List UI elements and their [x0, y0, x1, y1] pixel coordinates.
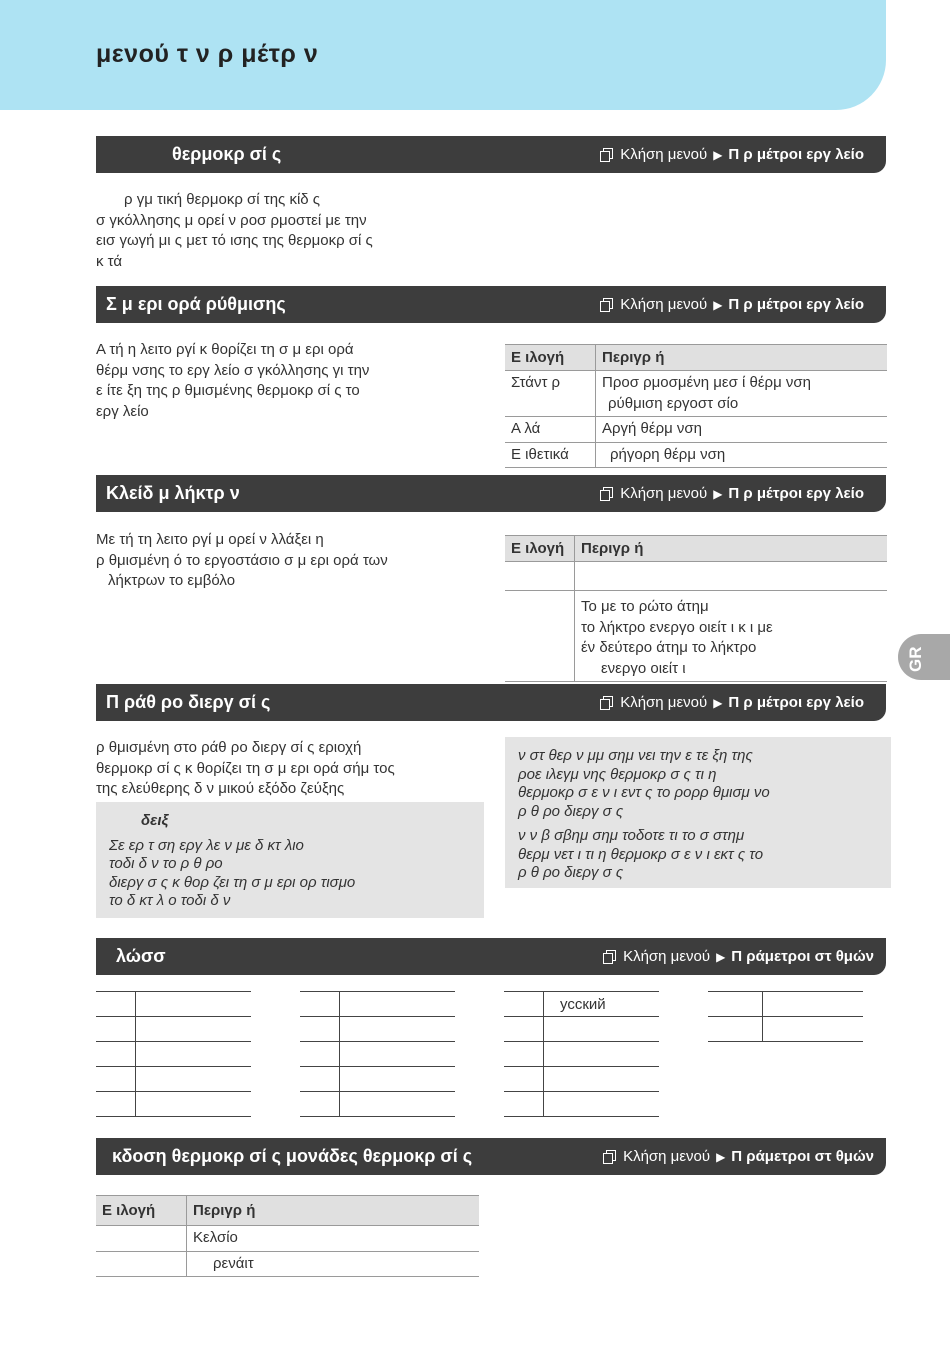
table-row — [505, 591, 887, 682]
table-row — [505, 562, 887, 591]
note-box — [96, 802, 484, 918]
menu-path — [600, 694, 864, 711]
text-line: θερμοκρ σ ε ν ι εντ ς το ρορρ θμισμ νο — [518, 784, 770, 801]
arrow-right-icon: ▶ — [716, 1149, 726, 1164]
text-line: σ γκόλλησης μ ορεί ν ροσ ρμοστεί με την — [96, 211, 367, 229]
list-item[interactable] — [300, 1067, 455, 1092]
temperature-description — [96, 190, 476, 272]
info-box — [505, 737, 891, 888]
table-cell-option: Ε ιθετικά — [505, 442, 596, 468]
arrow-right-icon: ▶ — [713, 486, 723, 501]
text-line: ρ θμισμένη ό το εργοστάσιο σ μ ερι ορά των — [96, 551, 388, 569]
table-header-row — [96, 1196, 479, 1226]
arrow-right-icon: ▶ — [713, 147, 723, 162]
text-line: κ τά — [96, 252, 123, 270]
table-cell-option — [505, 591, 575, 682]
menu-path — [603, 1148, 874, 1165]
text-line: θερμ νετ ι τι η θερμοκρ σ ε ν ι εκτ ς το — [518, 845, 764, 863]
menu-path-target: Π ράμετροι στ θμών — [731, 948, 874, 965]
menu-path — [600, 485, 864, 502]
text-line: εισ γωγή μι ς μετ τό ισης της θερμοκρ σί ς — [96, 232, 373, 249]
table-cell-option — [96, 1251, 187, 1277]
text-line: ν στ θερ ν μμ σημ νει την ε τε ξη της — [518, 747, 753, 764]
arrow-right-icon: ▶ — [713, 297, 723, 312]
text-line: ρ θμισμένη στο ράθ ρο διεργ σί ς εριοχή — [96, 739, 362, 756]
section-title: Σ μ ερι ορά ρύθμισης — [106, 294, 286, 314]
section-bar-language — [96, 938, 886, 975]
arrow-right-icon: ▶ — [713, 695, 723, 710]
behavior-options-table — [505, 344, 887, 468]
text-line: ενεργο οιείτ ι — [601, 659, 686, 677]
menu-label: Κλήση μενού — [620, 485, 708, 502]
menu-path — [600, 296, 864, 313]
menu-label: Κλήση μενού — [623, 1148, 711, 1165]
menu-icon — [600, 696, 612, 709]
table-cell-option: Στάντ ρ — [505, 371, 596, 417]
menu-path — [600, 146, 864, 163]
table-cell-description — [575, 591, 888, 682]
list-item[interactable] — [504, 1092, 659, 1117]
table-row — [505, 371, 887, 417]
table-row — [96, 1226, 479, 1252]
table-header-option: Ε ιλογή — [96, 1196, 187, 1226]
list-item[interactable] — [96, 1067, 251, 1092]
menu-icon — [603, 950, 615, 963]
table-cell-description: Αργή θέρμ νση — [596, 417, 888, 443]
table-header-row — [505, 345, 887, 371]
text-line: τοδι δ ν το ρ θ ρο — [109, 855, 223, 872]
menu-icon — [600, 298, 612, 311]
menu-label: Κλήση μενού — [623, 948, 711, 965]
list-item[interactable] — [300, 1042, 455, 1067]
table-header-description: Περιγρ ή — [187, 1196, 480, 1226]
table-row — [505, 442, 887, 468]
table-cell-option — [505, 562, 575, 591]
text-line: Με τή τη λειτο ργί μ ορεί ν λλάξει η — [96, 531, 324, 548]
list-item[interactable] — [300, 1017, 455, 1042]
list-item[interactable] — [96, 992, 251, 1017]
text-line: Σε ερ τ ση εργ λε ν με δ κτ λιο — [109, 836, 304, 854]
table-row — [505, 417, 887, 443]
text-line: ε ίτε ξη της ρ θμισμένης θερμοκρ σί ς το — [96, 382, 360, 399]
text-line: ροε ιλεγμ νης θερμοκρ σ ς τι η — [518, 765, 717, 783]
text-line: θέρμ νσης το εργ λείο σ γκόλλησης γι την — [96, 361, 370, 379]
text-line: ρύθμιση εργοστ σίο — [608, 394, 739, 412]
section-title: κδοση θερμοκρ σί ς μονάδες θερμοκρ σί ς — [112, 1146, 473, 1166]
list-item[interactable] — [504, 1067, 659, 1092]
menu-path-target: Π ράμετροι στ θμών — [731, 1148, 874, 1165]
list-item[interactable] — [300, 1092, 455, 1117]
table-header-option: Ε ιλογή — [505, 345, 596, 371]
menu-icon — [600, 487, 612, 500]
arrow-right-icon: ▶ — [716, 949, 726, 964]
key-lock-description — [96, 530, 481, 592]
table-cell-description: ρήγορη θέρμ νση — [596, 442, 888, 468]
menu-path-target: Π ρ μέτροι εργ λείο — [728, 146, 864, 163]
menu-path-target: Π ρ μέτροι εργ λείο — [728, 485, 864, 502]
menu-icon — [603, 1150, 615, 1163]
side-tab-label: GR — [906, 646, 925, 672]
section-bar-process-threshold — [96, 684, 886, 721]
text-line: ν ν β σβημ σημ τοδοτε τι το σ στημ — [518, 827, 745, 844]
text-line: ρ θ ρο διεργ σ ς — [518, 864, 624, 881]
table-cell-option — [96, 1226, 187, 1252]
table-cell-description — [575, 562, 888, 591]
table-row — [96, 1251, 479, 1277]
table-header-row — [505, 536, 887, 562]
section-title: λώσσ — [116, 946, 166, 966]
units-options-table — [96, 1195, 479, 1277]
section-title: Κλείδ μ λήκτρ ν — [106, 483, 240, 503]
text-line: λήκτρων το εμβόλο — [108, 572, 236, 589]
text-line: της ελεύθερης δ ν μικού εξόδο ζεύξης — [96, 780, 345, 797]
text-line: Α τή η λειτο ργί κ θορίζει τη σ μ ερι ορά — [96, 341, 354, 358]
list-item[interactable] — [708, 1017, 863, 1042]
note-title: δειξ — [141, 812, 169, 829]
language-table-3 — [504, 991, 659, 1117]
language-table-1 — [96, 991, 251, 1117]
text-line: ρ γμ τική θερμοκρ σί της κίδ ς — [124, 191, 321, 208]
key-lock-options-table — [505, 535, 887, 682]
section-title: θερμοκρ σί ς — [172, 144, 282, 164]
text-line: το δ κτ λ ο τοδι δ ν — [109, 892, 231, 909]
list-item[interactable]: усский — [504, 992, 659, 1017]
menu-path-target: Π ρ μέτροι εργ λείο — [728, 694, 864, 711]
text-line: Το με το ρώτο άτημ — [581, 598, 709, 615]
section-bar-key-lock — [96, 475, 886, 512]
list-item[interactable] — [504, 1042, 659, 1067]
text-line: Προσ ρμοσμένη μεσ ί θέρμ νση — [602, 374, 811, 391]
list-item[interactable] — [96, 1017, 251, 1042]
menu-icon — [600, 148, 612, 161]
menu-path-target: Π ρ μέτροι εργ λείο — [728, 296, 864, 313]
text-line: διεργ σ ς κ θορ ζει τη σ μ ερι ορ τισμο — [109, 873, 356, 891]
section-bar-temperature — [96, 136, 886, 173]
behavior-description — [96, 340, 476, 422]
language-table-4 — [708, 991, 863, 1042]
table-cell-description: Κελσίο — [187, 1226, 480, 1252]
list-item[interactable] — [300, 992, 455, 1017]
threshold-description — [96, 738, 486, 800]
text-line: εργ λείο — [96, 402, 149, 420]
menu-path — [603, 948, 874, 965]
menu-label: Κλήση μενού — [620, 146, 708, 163]
list-item[interactable] — [96, 1042, 251, 1067]
list-item[interactable] — [504, 1017, 659, 1042]
language-table-2 — [300, 991, 455, 1117]
menu-label: Κλήση μενού — [620, 694, 708, 711]
list-item[interactable] — [96, 1092, 251, 1117]
table-header-description: Περιγρ ή — [575, 536, 888, 562]
text-line: ρ θ ρο διεργ σ ς — [518, 802, 624, 820]
text-line: το λήκτρο ενεργο οιείτ ι κ ι με — [581, 618, 773, 636]
page-title: μενού τ ν ρ μέτρ ν — [96, 40, 319, 68]
language-side-tab — [898, 634, 950, 680]
section-bar-temperature-units — [96, 1138, 886, 1175]
section-bar-behavior — [96, 286, 886, 323]
menu-label: Κλήση μενού — [620, 296, 708, 313]
text-line: έν δεύτερο άτημ το λήκτρο — [581, 639, 757, 656]
table-cell-description: ρενάιτ — [187, 1251, 480, 1277]
table-header-option: Ε ιλογή — [505, 536, 575, 562]
table-cell-option: Α λά — [505, 417, 596, 443]
table-cell-description — [596, 371, 888, 417]
section-title: Π ράθ ρο διεργ σί ς — [106, 692, 271, 712]
text-line: θερμοκρ σί ς κ θορίζει τη σ μ ερι ορά σήμ τος — [96, 759, 395, 777]
table-header-description: Περιγρ ή — [596, 345, 888, 371]
list-item[interactable] — [708, 992, 863, 1017]
